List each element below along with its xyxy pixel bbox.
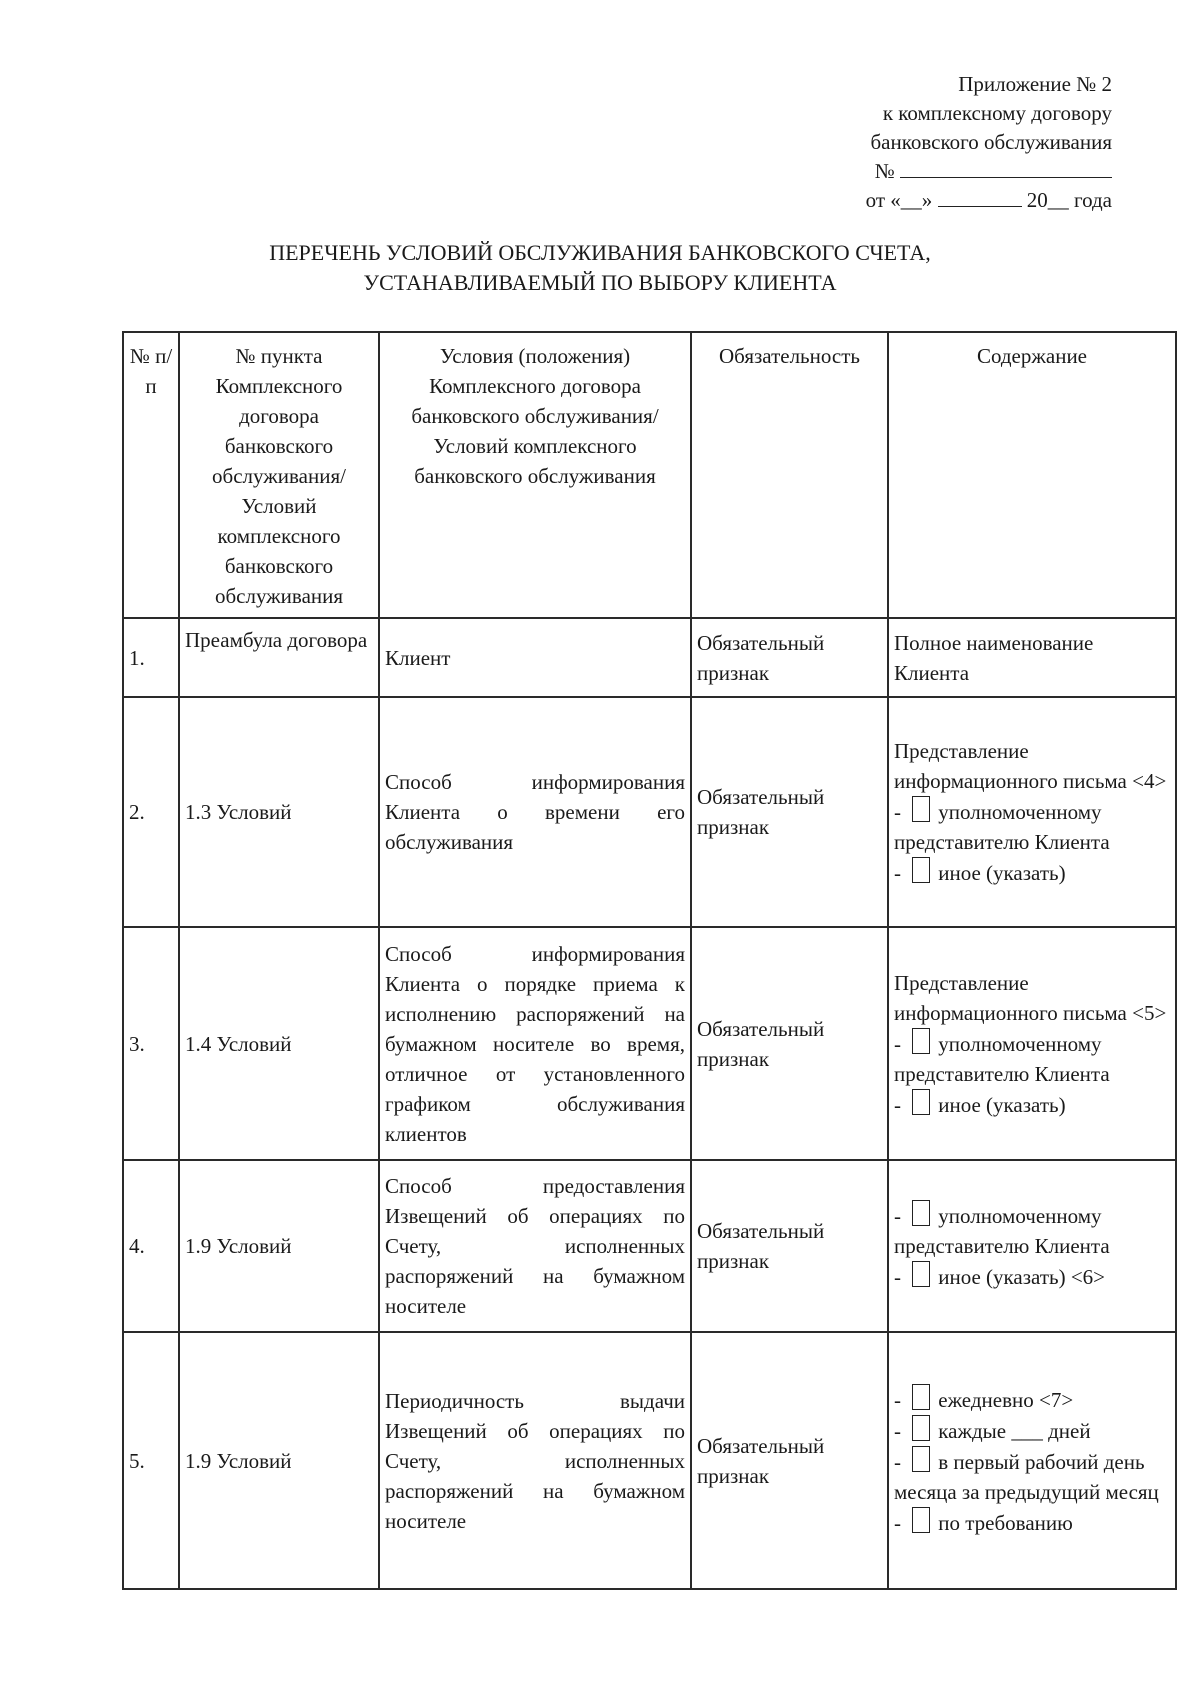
page-title <box>0 238 1200 298</box>
conditions-table <box>122 331 1177 1590</box>
row-clause: 1.9 Условий <box>179 1160 379 1332</box>
option-item: - уполномоченному представителю Клиента <box>894 1200 1170 1261</box>
header-mandatory: Обязательность <box>691 332 888 618</box>
row-clause: 1.9 Условий <box>179 1332 379 1589</box>
content-text: Представление информационного письма <4> <box>894 739 1167 793</box>
table-row <box>123 927 1176 1160</box>
table-row <box>123 1332 1176 1589</box>
option-item: - иное (указать) <6> <box>894 1261 1170 1292</box>
checkbox-icon[interactable] <box>912 857 930 883</box>
table-header-row <box>123 332 1176 618</box>
option-label: ежедневно <7> <box>938 1387 1074 1412</box>
row-mandatory: Обязательный признак <box>691 1160 888 1332</box>
option-label: по требованию <box>938 1510 1073 1535</box>
option-label: иное (указать) <6> <box>938 1265 1106 1289</box>
row-content: Полное наименование Клиента <box>888 618 1176 697</box>
contract-number-blank[interactable] <box>900 159 1112 178</box>
annex-number: Приложение № 2 <box>958 72 1112 96</box>
row-content <box>888 697 1176 927</box>
date-year-suffix: 20__ года <box>1026 188 1112 212</box>
row-number: 1. <box>123 618 179 697</box>
option-label: в первый рабочий день месяца за предыдущий месяц <box>894 1449 1159 1504</box>
checkbox-icon[interactable] <box>912 1028 930 1054</box>
option-label: иное (указать) <box>938 861 1066 885</box>
checkbox-icon[interactable] <box>912 796 930 822</box>
title-line-1: ПЕРЕЧЕНЬ УСЛОВИЙ ОБСЛУЖИВАНИЯ БАНКОВСКОГО СЧЕТА, <box>269 240 931 265</box>
option-item: - в первый рабочий день месяца за предыдущий месяц <box>894 1446 1170 1507</box>
option-item: - иное (указать) <box>894 1089 1170 1120</box>
checkbox-icon[interactable] <box>912 1446 930 1472</box>
option-label: уполномоченному представителю Клиента <box>894 800 1110 854</box>
row-condition: Способ предоставления Извещений об операциях по Счету, исполненных распоряжений на бумажном носителе <box>379 1160 691 1332</box>
header-condition: Условия (положения) Комплексного договора банковского обслуживания/Условий комплексного банковского обслуживания <box>379 332 691 618</box>
row-number: 3. <box>123 927 179 1160</box>
annex-contract-type: банковского обслуживания <box>870 130 1112 154</box>
option-label: каждые ___ дней <box>938 1418 1091 1443</box>
row-content <box>888 927 1176 1160</box>
row-clause: 1.3 Условий <box>179 697 379 927</box>
checkbox-icon[interactable] <box>912 1200 930 1226</box>
annex-contract-number-line <box>866 157 1112 186</box>
row-mandatory: Обязательный признак <box>691 618 888 697</box>
row-number: 5. <box>123 1332 179 1589</box>
checkbox-icon[interactable] <box>912 1507 930 1533</box>
row-number: 4. <box>123 1160 179 1332</box>
row-condition: Клиент <box>379 618 691 697</box>
table-row <box>123 618 1176 697</box>
number-sign: № <box>874 159 895 183</box>
row-mandatory: Обязательный признак <box>691 927 888 1160</box>
option-item: - ежедневно <7> <box>894 1384 1170 1415</box>
checkbox-icon[interactable] <box>912 1089 930 1115</box>
annex-date-line <box>866 186 1112 215</box>
option-label: уполномоченному представителю Клиента <box>894 1031 1110 1086</box>
option-item: - уполномоченному представителю Клиента <box>894 1028 1170 1089</box>
header-clause: № пункта Комплексного договора банковского обслуживания/ Условий комплексного банковского обслуживания <box>179 332 379 618</box>
option-label: уполномоченному представителю Клиента <box>894 1204 1110 1258</box>
date-day-prefix: от «__» <box>865 188 933 212</box>
row-condition: Периодичность выдачи Извещений об операциях по Счету, исполненных распоряжений на бумажном носителе <box>379 1332 691 1589</box>
header-number: № п/п <box>123 332 179 618</box>
option-item: - уполномоченному представителю Клиента <box>894 796 1170 857</box>
option-item: - по требованию <box>894 1507 1170 1538</box>
row-clause: Преамбула договора <box>179 618 379 697</box>
row-clause: 1.4 Условий <box>179 927 379 1160</box>
date-month-blank[interactable] <box>938 188 1022 207</box>
table-row <box>123 697 1176 927</box>
row-condition: Способ информирования Клиента о времени его обслуживания <box>379 697 691 927</box>
row-condition: Способ информирования Клиента о порядке приема к исполнению распоряжений на бумажном носителе во время, отличное от установленного графиком обслуживания клиентов <box>379 927 691 1160</box>
checkbox-icon[interactable] <box>912 1261 930 1287</box>
row-content <box>888 1160 1176 1332</box>
content-text: Представление информационного письма <5> <box>894 970 1167 1025</box>
header-content: Содержание <box>888 332 1176 618</box>
row-content <box>888 1332 1176 1589</box>
row-number: 2. <box>123 697 179 927</box>
option-item: - иное (указать) <box>894 857 1170 888</box>
table-row <box>123 1160 1176 1332</box>
row-mandatory: Обязательный признак <box>691 1332 888 1589</box>
option-label: иное (указать) <box>938 1092 1066 1117</box>
annex-contract-ref: к комплексному договору <box>882 101 1112 125</box>
annex-reference <box>866 70 1112 215</box>
title-line-2: УСТАНАВЛИВАЕМЫЙ ПО ВЫБОРУ КЛИЕНТА <box>363 270 837 295</box>
checkbox-icon[interactable] <box>912 1384 930 1410</box>
option-item: - каждые ___ дней <box>894 1415 1170 1446</box>
row-mandatory: Обязательный признак <box>691 697 888 927</box>
checkbox-icon[interactable] <box>912 1415 930 1441</box>
